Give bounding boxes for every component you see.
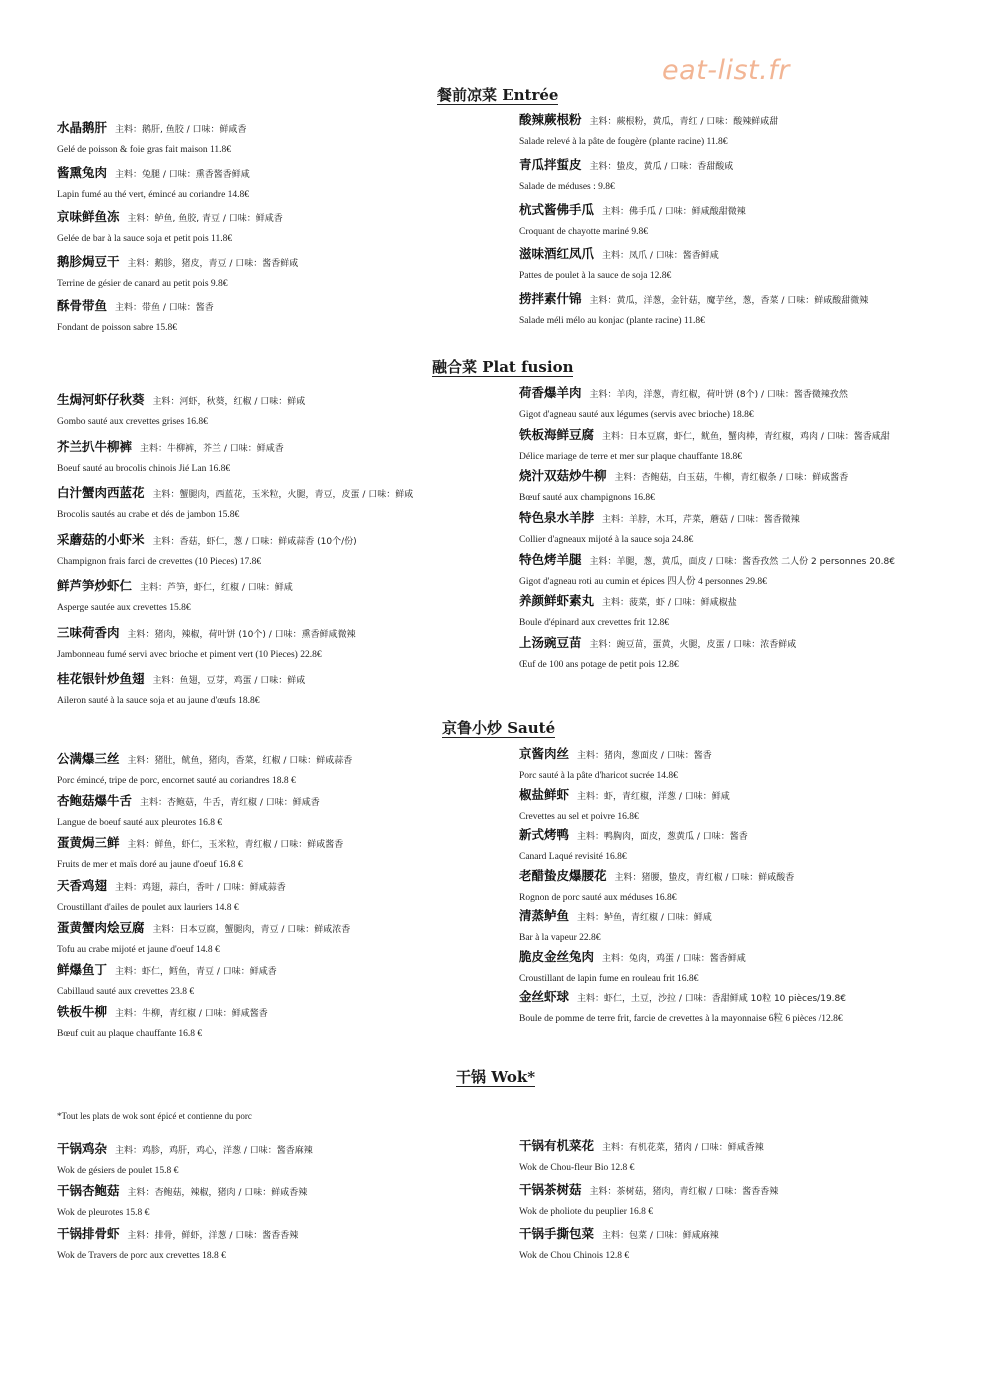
menu-item-header [57, 749, 497, 770]
dish-french-description-price: Fruits de mer et maïs doré au jaune d'oeuf 16.8 € [57, 860, 243, 871]
dish-chinese-name: 三味荷香肉 [57, 624, 120, 640]
dish-ingredients: 主料：菠菜，虾 / 口味：鲜咸椒盐 [602, 598, 737, 609]
fusion-left-column [57, 390, 497, 716]
dish-chinese-name: 铁板牛柳 [57, 1004, 108, 1020]
dish-french-description-price: Wok de Chou-fleur Bio 12.8 € [519, 1163, 635, 1173]
dish-ingredients: 主料：羊肉，洋葱，青红椒，荷叶饼 (8个) / 口味：酱香微辣孜然 [589, 390, 848, 400]
menu-item-header [519, 200, 959, 221]
dish-ingredients: 主料：凤爪 / 口味：酱香鲜咸 [602, 251, 719, 262]
watermark-logo: eat-list.fr [662, 55, 790, 86]
dish-ingredients: 主料：带鱼 / 口味：酱香 [115, 303, 214, 313]
section-title-fusion: 融合菜 Plat fusion [432, 358, 574, 376]
dish-chinese-name: 特色泉水羊脖 [519, 510, 595, 526]
menu-item [519, 591, 959, 633]
dish-french-description-price: Wok de gésiers de poulet 15.8 € [57, 1166, 179, 1176]
menu-item [57, 163, 497, 208]
menu-item-header [57, 1002, 497, 1023]
dish-chinese-name: 酥骨带鱼 [57, 298, 108, 313]
dish-chinese-name: 老醋蛰皮爆腰花 [519, 867, 607, 883]
dish-ingredients: 主料：日本豆腐，虾仁，鱿鱼，蟹肉棒，青红椒，鸡肉 / 口味：酱香咸甜 [602, 431, 890, 442]
dish-chinese-name: 白汁蟹肉西蓝花 [57, 485, 145, 500]
dish-ingredients: 主料：香菇，虾仁，葱 / 口味：鲜咸蒜香 (10个/份) [152, 536, 357, 547]
menu-item [519, 466, 959, 508]
dish-chinese-name: 上汤豌豆苗 [519, 635, 582, 651]
menu-item [519, 1180, 959, 1224]
dish-chinese-name: 桂花银针炒鱼翅 [57, 671, 145, 686]
dish-ingredients: 主料：兔腿 / 口味：熏香酱香鲜咸 [115, 169, 250, 180]
dish-french-description-price: Porc émincé, tripe de porc, encornet sauté au coriandres 18.8 € [57, 776, 296, 786]
menu-item-header [57, 623, 497, 644]
dish-french-description-price: Brocolis sautés au crabe et dés de jambon 15.8€ [57, 510, 240, 520]
dish-chinese-name: 公满爆三丝 [57, 751, 120, 766]
dish-chinese-name: 脆皮金丝兔肉 [519, 948, 595, 964]
dish-french-description-price: Œuf de 100 ans potage de petit pois 12.8€ [519, 660, 679, 671]
dish-ingredients: 主料：蟹腿肉，西蓝花，玉米粒，火腿，青豆，皮蛋 / 口味：鲜咸 [152, 490, 414, 500]
section-title-wok: 干锅 Wok* [456, 1068, 536, 1086]
dish-chinese-name: 滋味酒红凤爪 [519, 246, 595, 262]
dish-chinese-name: 蛋黄焗三鲜 [57, 835, 120, 851]
dish-french-description-price: Fondant de poisson sabre 15.8€ [57, 323, 178, 333]
menu-item-header [519, 785, 959, 806]
menu-item-header [519, 947, 959, 968]
dish-chinese-name: 养颜鲜虾素丸 [519, 593, 595, 609]
entree-right-column [519, 110, 959, 334]
dish-ingredients: 主料：牛柳，青红椒 / 口味：鲜咸酱香 [115, 1009, 268, 1020]
dish-chinese-name: 干锅杏鲍菇 [57, 1183, 120, 1199]
dish-french-description-price: Terrine de gésier de canard au petit pois 9.8€ [57, 278, 228, 289]
menu-item [57, 530, 497, 577]
dish-ingredients: 主料：鸭胸肉，面皮，葱黄瓜 / 口味：酱香 [577, 832, 748, 842]
dish-chinese-name: 金丝虾球 [519, 989, 570, 1004]
section-title-saute: 京鲁小炒 Sauté [442, 719, 556, 737]
menu-item-header [519, 987, 959, 1008]
menu-item [57, 1181, 497, 1223]
dish-ingredients: 主料：猪肚，鱿鱼，猪肉，香菜，红椒 / 口味：鲜咸蒜香 [127, 756, 353, 766]
menu-item-header [519, 425, 959, 446]
dish-french-description-price: Collier d'agneaux mijoté à la sauce soja 24.8€ [519, 535, 694, 546]
dish-chinese-name: 清蒸鲈鱼 [519, 908, 570, 923]
dish-ingredients: 主料：蕨根粉，黄瓜，青红 / 口味：酸辣鲜咸甜 [589, 117, 779, 127]
dish-ingredients: 主料：杏鲍菇，辣椒，猪肉 / 口味：鲜咸香辣 [127, 1188, 308, 1199]
dish-french-description-price: Cabillaud sauté aux crevettes 23.8 € [57, 986, 195, 997]
dish-ingredients: 主料：虾，青红椒，洋葱 / 口味：鲜咸 [577, 791, 730, 802]
menu-item [57, 1224, 497, 1266]
menu-item-header [519, 289, 959, 310]
dish-chinese-name: 干锅手撕包菜 [519, 1226, 595, 1241]
dish-ingredients: 主料：虾仁，鳕鱼，青豆 / 口味：鲜咸香 [115, 966, 277, 977]
menu-item [519, 947, 959, 988]
dish-chinese-name: 杏鲍菇爆牛舌 [57, 793, 133, 809]
dish-ingredients: 主料：鲜鱼，虾仁，玉米粒，青红椒 / 口味：鲜咸酱香 [127, 840, 344, 851]
dish-chinese-name: 青瓜拌蜇皮 [519, 156, 582, 172]
dish-ingredients: 主料：鹅胗，猪皮，青豆 / 口味：酱香鲜咸 [127, 258, 299, 269]
dish-chinese-name: 椒盐鲜虾 [519, 786, 570, 802]
dish-ingredients: 主料：虾仁，土豆，沙拉 / 口味：香甜鲜咸 10粒 10 pièces/19.8€ [577, 994, 846, 1004]
menu-item [57, 437, 497, 484]
menu-item [57, 1139, 497, 1181]
menu-item-header [519, 110, 959, 131]
dish-french-description-price: Boule d'épinard aux crevettes frit 12.8€ [519, 618, 669, 629]
dish-french-description-price: Gombo sauté aux crevettes grises 16.8€ [57, 417, 208, 427]
dish-chinese-name: 干锅有机菜花 [519, 1138, 595, 1153]
dish-ingredients: 主料：包菜 / 口味：鲜咸麻辣 [602, 1231, 719, 1241]
menu-item [519, 110, 959, 155]
dish-french-description-price: Aileron sauté à la sauce soja et au jaune d'œufs 18.8€ [57, 696, 260, 706]
menu-item [57, 623, 497, 670]
dish-french-description-price: Lapin fumé au thé vert, émincé au coriandre 14.8€ [57, 189, 250, 200]
menu-item-header [57, 576, 497, 597]
dish-french-description-price: Croustillant d'ailes de poulet aux lauriers 14.8 € [57, 902, 239, 913]
dish-ingredients: 主料：鸡翅，蒜白，香叶 / 口味：鲜咸蒜香 [115, 882, 286, 893]
dish-french-description-price: Salade méli mélo au konjac (plante racine) 11.8€ [519, 316, 705, 327]
menu-item-header [519, 591, 959, 612]
dish-french-description-price: Bœuf sauté aux champignons 16.8€ [519, 493, 655, 504]
menu-item-header [57, 296, 497, 317]
saute-left-column [57, 749, 497, 1044]
dish-french-description-price: Asperge sautée aux crevettes 15.8€ [57, 603, 191, 613]
menu-item-header [57, 118, 497, 139]
menu-item-header [57, 530, 497, 551]
dish-ingredients: 主料：杏鲍菇，牛舌，青红椒 / 口味：鲜咸香 [140, 798, 320, 809]
dish-ingredients: 主料：杏鲍菇，白玉菇，牛柳，青红椒条 / 口味：鲜咸酱香 [614, 473, 849, 484]
menu-item [57, 576, 497, 623]
menu-item-header [57, 833, 497, 854]
dish-ingredients: 主料：日本豆腐，蟹腿肉，青豆 / 口味：鲜咸浓香 [152, 924, 351, 935]
dish-chinese-name: 京酱肉丝 [519, 746, 570, 761]
menu-item [57, 749, 497, 791]
dish-chinese-name: 生焗河虾仔秋葵 [57, 392, 145, 407]
dish-chinese-name: 鹅胗焗豆干 [57, 253, 120, 269]
menu-item [519, 383, 959, 425]
dish-french-description-price: Gigot d'agneau sauté aux légumes (servis avec brioche) 18.8€ [519, 410, 754, 420]
dish-ingredients: 主料：鱼翅，豆芽，鸡蛋 / 口味：鲜咸 [152, 676, 306, 686]
dish-ingredients: 主料：排骨，鲜虾，洋葱 / 口味：酱香香辣 [127, 1230, 299, 1241]
menu-item-header [519, 383, 959, 404]
fusion-right-column [519, 383, 959, 675]
wok-note: *Tout les plats de wok sont épicé et contienne du porc [57, 1111, 252, 1121]
dish-french-description-price: Croquant de chayotte mariné 9.8€ [519, 226, 649, 237]
menu-item [57, 118, 497, 163]
menu-item-header [519, 744, 959, 765]
dish-chinese-name: 酸辣蕨根粉 [519, 112, 582, 127]
menu-item [519, 244, 959, 289]
dish-ingredients: 主料：羊脖，木耳，芹菜，蘑菇 / 口味：酱香微辣 [602, 515, 800, 526]
dish-ingredients: 主料：茶树菇，猪肉，青红椒 / 口味：酱香香辣 [589, 1187, 779, 1197]
dish-ingredients: 主料：豌豆苗，蛋黄，火腿，皮蛋 / 口味：浓香鲜咸 [589, 640, 797, 651]
dish-french-description-price: Wok de pleurotes 15.8 € [57, 1208, 150, 1219]
dish-chinese-name: 荷香爆羊肉 [519, 385, 582, 400]
dish-ingredients: 主料：牛柳裤，芥兰 / 口味：鲜咸香 [140, 443, 284, 454]
dish-chinese-name: 鲜芦笋炒虾仁 [57, 578, 133, 593]
dish-chinese-name: 鲜爆鱼丁 [57, 961, 108, 977]
menu-item [57, 390, 497, 437]
wok-left-column [57, 1139, 497, 1266]
menu-item [57, 296, 497, 341]
dish-french-description-price: Bar à la vapeur 22.8€ [519, 933, 601, 943]
dish-chinese-name: 新式烤鸭 [519, 827, 570, 842]
menu-item [519, 289, 959, 334]
menu-item [57, 252, 497, 297]
menu-item-header [519, 866, 959, 887]
menu-item-header [519, 906, 959, 927]
dish-french-description-price: Bœuf cuit au plaque chauffante 16.8 € [57, 1029, 203, 1040]
menu-item-header [519, 1224, 959, 1245]
menu-item [519, 1224, 959, 1268]
menu-item-header [57, 960, 497, 981]
menu-item [519, 200, 959, 245]
dish-ingredients: 主料：猪肉，葱面皮 / 口味：酱香 [577, 751, 712, 761]
menu-item [57, 483, 497, 530]
menu-item-header [57, 437, 497, 458]
dish-ingredients: 主料：羊腿，葱，黄瓜，面皮 / 口味：酱香孜然 二人份 2 personnes 20.8€ [589, 556, 895, 567]
dish-french-description-price: Tofu au crabe mijoté et jaune d'oeuf 14.8 € [57, 944, 220, 955]
dish-chinese-name: 铁板海鲜豆腐 [519, 426, 595, 442]
menu-item [519, 155, 959, 200]
dish-chinese-name: 特色烤羊腿 [519, 551, 582, 567]
menu-item [519, 866, 959, 907]
dish-chinese-name: 干锅排骨虾 [57, 1225, 120, 1241]
dish-french-description-price: Salade de méduses : 9.8€ [519, 181, 615, 192]
dish-ingredients: 主料：鲈鱼，青红椒 / 口味：鲜咸 [577, 913, 712, 923]
dish-chinese-name: 采蘑菇的小虾米 [57, 531, 145, 547]
menu-item [57, 207, 497, 252]
menu-item-header [57, 207, 497, 228]
menu-item [519, 508, 959, 550]
dish-ingredients: 主料：鹅肝, 鱼胶 / 口味：鲜咸香 [115, 125, 247, 135]
menu-item [519, 425, 959, 467]
dish-french-description-price: Wok de pholiote du peuplier 16.8 € [519, 1207, 654, 1217]
menu-item-header [57, 669, 497, 690]
dish-french-description-price: Porc sauté à la pâte d'haricot sucrée 14.8€ [519, 771, 678, 781]
dish-ingredients: 主料：鲈鱼, 鱼胶, 青豆 / 口味：鲜咸香 [127, 214, 283, 224]
menu-item-header [57, 1139, 497, 1160]
dish-ingredients: 主料：猪肉，辣椒，荷叶饼 (10个) / 口味：熏香鲜咸微辣 [127, 629, 356, 640]
dish-french-description-price: Jambonneau fumé servi avec brioche et piment vert (10 Pieces) 22.8€ [57, 649, 322, 660]
menu-item-header [57, 163, 497, 184]
menu-item-header [57, 1181, 497, 1202]
menu-item-header [519, 825, 959, 846]
dish-french-description-price: Crevettes au sel et poivre 16.8€ [519, 811, 639, 822]
menu-item [519, 987, 959, 1028]
dish-french-description-price: Langue de boeuf sauté aux pleurotes 16.8 € [57, 818, 223, 829]
dish-chinese-name: 捞拌素什锦 [519, 291, 582, 307]
saute-right-column [519, 744, 959, 1028]
menu-item [57, 960, 497, 1002]
menu-item [519, 785, 959, 826]
menu-item-header [57, 876, 497, 897]
wok-right-column [519, 1136, 959, 1268]
dish-ingredients: 主料：芦笋，虾仁，红椒 / 口味：鲜咸 [140, 583, 293, 593]
menu-item-header [519, 1180, 959, 1201]
dish-french-description-price: Croustillant de lapin fume en rouleau frit 16.8€ [519, 973, 699, 984]
menu-item-header [57, 390, 497, 411]
dish-chinese-name: 烧汁双菇炒牛柳 [519, 468, 607, 484]
menu-item-header [57, 918, 497, 939]
dish-chinese-name: 干锅茶树菇 [519, 1182, 582, 1197]
menu-item-header [519, 1136, 959, 1157]
dish-chinese-name: 酱熏兔肉 [57, 164, 108, 180]
menu-item-header [57, 252, 497, 273]
dish-french-description-price: Pattes de poulet à la sauce de soja 12.8€ [519, 271, 672, 282]
menu-item-header [519, 508, 959, 529]
menu-item [519, 550, 959, 592]
dish-chinese-name: 芥兰扒牛柳裤 [57, 438, 133, 454]
menu-item [57, 669, 497, 716]
menu-item-header [519, 155, 959, 176]
menu-item [57, 918, 497, 960]
menu-item-header [519, 550, 959, 571]
menu-item [519, 906, 959, 947]
dish-chinese-name: 京味鲜鱼冻 [57, 209, 120, 224]
dish-chinese-name: 蛋黄蟹肉烩豆腐 [57, 919, 145, 935]
dish-ingredients: 主料：猪腰，蛰皮，青红椒 / 口味：鲜咸酸香 [614, 872, 795, 883]
dish-french-description-price: Canard Laqué revisité 16.8€ [519, 852, 627, 862]
dish-french-description-price: Délice mariage de terre et mer sur plaque chauffante 18.8€ [519, 451, 742, 462]
dish-french-description-price: Champignon frais farci de crevettes (10 Pieces) 17.8€ [57, 556, 262, 567]
menu-item-header [57, 483, 497, 504]
dish-french-description-price: Rognon de porc sauté aux méduses 16.8€ [519, 892, 677, 903]
dish-ingredients: 主料：兔肉，鸡蛋 / 口味：酱香鲜咸 [602, 953, 746, 964]
dish-chinese-name: 干锅鸡杂 [57, 1141, 108, 1156]
dish-ingredients: 主料：河虾，秋葵，红椒 / 口味：鲜咸 [152, 397, 306, 407]
entree-left-column [57, 118, 497, 341]
dish-french-description-price: Gigot d'agneau roti au cumin et épices 四人份 4 personnes 29.8€ [519, 576, 767, 587]
menu-item [57, 1002, 497, 1044]
menu-item-header [519, 633, 959, 654]
menu-item [57, 791, 497, 833]
menu-item-header [519, 244, 959, 265]
dish-french-description-price: Boule de pomme de terre frit, farcie de crevettes à la mayonnaise 6粒 6 pièces /12.8€ [519, 1014, 843, 1024]
menu-item [57, 876, 497, 918]
dish-chinese-name: 水晶鹅肝 [57, 120, 108, 135]
dish-ingredients: 主料：鸡胗，鸡肝，鸡心，洋葱 / 口味：酱香麻辣 [115, 1146, 313, 1156]
dish-french-description-price: Gelée de bar à la sauce soja et petit pois 11.8€ [57, 234, 233, 244]
dish-french-description-price: Gelé de poisson & foie gras fait maison 11.8€ [57, 145, 232, 155]
menu-item [519, 633, 959, 675]
dish-ingredients: 主料：佛手瓜 / 口味：鲜咸酸甜微辣 [602, 206, 746, 217]
menu-item-header [57, 791, 497, 812]
menu-item-header [57, 1224, 497, 1245]
menu-item [519, 744, 959, 785]
dish-french-description-price: Boeuf sauté au brocolis chinois Jié Lan 16.8€ [57, 463, 231, 474]
dish-french-description-price: Wok de Travers de porc aux crevettes 18.8 € [57, 1250, 226, 1261]
dish-ingredients: 主料：有机花菜，猪肉 / 口味：鲜咸香辣 [602, 1143, 764, 1153]
dish-french-description-price: Wok de Chou Chinois 12.8 € [519, 1251, 630, 1261]
menu-item [57, 833, 497, 875]
dish-ingredients: 主料：蛰皮，黄瓜 / 口味：香甜酸咸 [589, 161, 734, 172]
menu-item [519, 825, 959, 866]
section-title-entree: 餐前凉菜 Entrée [437, 86, 559, 104]
menu-item-header [519, 466, 959, 487]
dish-ingredients: 主料：黄瓜，洋葱，金针菇，魔芋丝，葱，香菜 / 口味：鲜咸酸甜微辣 [589, 296, 869, 307]
dish-chinese-name: 杭式酱佛手瓜 [519, 201, 595, 217]
dish-chinese-name: 天香鸡翅 [57, 877, 108, 893]
dish-french-description-price: Salade relevé à la pâte de fougère (plante racine) 11.8€ [519, 137, 728, 147]
menu-item [519, 1136, 959, 1180]
